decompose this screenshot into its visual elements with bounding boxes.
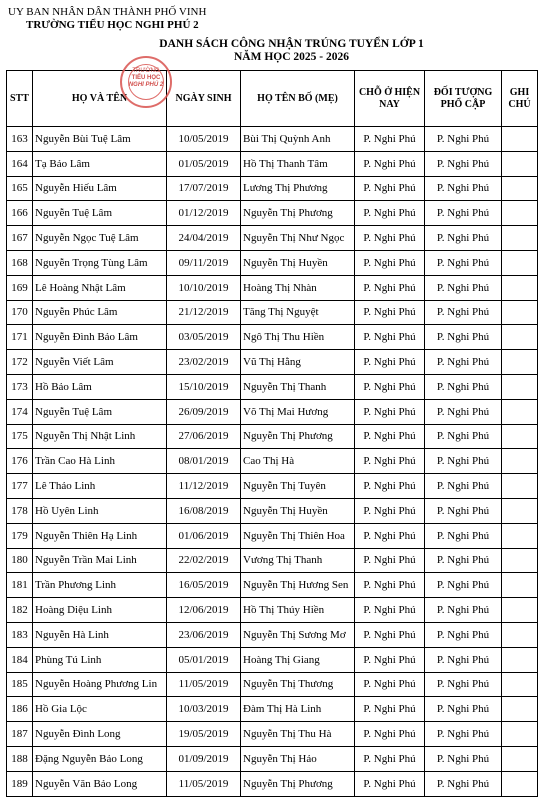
table-row (7, 275, 538, 300)
cell-stt: 189 (7, 771, 33, 796)
table-row (7, 325, 538, 350)
cell-target: P. Nghi Phú (425, 374, 502, 399)
cell-residence: P. Nghi Phú (355, 226, 425, 251)
cell-name: Nguyễn Văn Bảo Long (33, 771, 167, 796)
cell-dob: 09/11/2019 (167, 250, 241, 275)
cell-target: P. Nghi Phú (425, 449, 502, 474)
cell-parent: Nguyễn Thị Huyền (241, 498, 355, 523)
cell-target: P. Nghi Phú (425, 127, 502, 152)
cell-dob: 27/06/2019 (167, 424, 241, 449)
cell-stt: 172 (7, 350, 33, 375)
seal-text-1: TRƯỜNG (132, 68, 160, 74)
cell-note (502, 350, 538, 375)
cell-name: Nguyễn Thị Nhật Linh (33, 424, 167, 449)
cell-name: Nguyễn Trọng Tùng Lâm (33, 250, 167, 275)
cell-stt: 176 (7, 449, 33, 474)
cell-target: P. Nghi Phú (425, 746, 502, 771)
table-row (7, 151, 538, 176)
table-row (7, 672, 538, 697)
cell-parent: Hoàng Thị Nhàn (241, 275, 355, 300)
cell-name: Nguyễn Viết Lâm (33, 350, 167, 375)
cell-residence: P. Nghi Phú (355, 523, 425, 548)
cell-note (502, 300, 538, 325)
cell-parent: Võ Thị Mai Hương (241, 399, 355, 424)
cell-name: Nguyễn Tuệ Lâm (33, 399, 167, 424)
table-row (7, 449, 538, 474)
cell-note (502, 746, 538, 771)
cell-dob: 21/12/2019 (167, 300, 241, 325)
cell-name: Nguyễn Hoàng Phương Lin (33, 672, 167, 697)
cell-target: P. Nghi Phú (425, 176, 502, 201)
cell-note (502, 325, 538, 350)
cell-residence: P. Nghi Phú (355, 201, 425, 226)
admission-table (6, 70, 538, 797)
cell-note (502, 449, 538, 474)
table-row (7, 498, 538, 523)
cell-residence: P. Nghi Phú (355, 424, 425, 449)
cell-parent: Nguyễn Thị Thu Hà (241, 722, 355, 747)
cell-parent: Hoàng Thị Giang (241, 647, 355, 672)
col-header-residence: CHỖ Ở HIỆN NAY (355, 71, 425, 127)
cell-note (502, 176, 538, 201)
cell-note (502, 226, 538, 251)
cell-target: P. Nghi Phú (425, 771, 502, 796)
cell-target: P. Nghi Phú (425, 672, 502, 697)
cell-target: P. Nghi Phú (425, 250, 502, 275)
cell-target: P. Nghi Phú (425, 722, 502, 747)
cell-dob: 10/03/2019 (167, 697, 241, 722)
cell-target: P. Nghi Phú (425, 325, 502, 350)
cell-stt: 175 (7, 424, 33, 449)
cell-target: P. Nghi Phú (425, 226, 502, 251)
seal-text-3: NGHI PHÚ 2 (128, 82, 164, 88)
cell-note (502, 474, 538, 499)
cell-parent: Nguyễn Thị Thanh (241, 374, 355, 399)
cell-stt: 188 (7, 746, 33, 771)
cell-dob: 10/10/2019 (167, 275, 241, 300)
table-row (7, 127, 538, 152)
cell-name: Nguyễn Phúc Lâm (33, 300, 167, 325)
cell-name: Hồ Uyên Linh (33, 498, 167, 523)
cell-dob: 12/06/2019 (167, 598, 241, 623)
cell-dob: 11/05/2019 (167, 672, 241, 697)
cell-residence: P. Nghi Phú (355, 176, 425, 201)
cell-name: Nguyễn Hiếu Lâm (33, 176, 167, 201)
cell-name: Nguyễn Thiên Hạ Linh (33, 523, 167, 548)
cell-name: Lê Hoàng Nhật Lâm (33, 275, 167, 300)
cell-residence: P. Nghi Phú (355, 746, 425, 771)
cell-note (502, 250, 538, 275)
table-row (7, 300, 538, 325)
cell-note (502, 399, 538, 424)
col-header-parent: HỌ TÊN BỐ (MẸ) (241, 71, 355, 127)
cell-residence: P. Nghi Phú (355, 350, 425, 375)
cell-residence: P. Nghi Phú (355, 498, 425, 523)
table-row (7, 226, 538, 251)
table-row (7, 399, 538, 424)
cell-note (502, 151, 538, 176)
cell-target: P. Nghi Phú (425, 300, 502, 325)
cell-residence: P. Nghi Phú (355, 573, 425, 598)
cell-parent: Đàm Thị Hà Linh (241, 697, 355, 722)
cell-stt: 183 (7, 622, 33, 647)
cell-residence: P. Nghi Phú (355, 374, 425, 399)
cell-residence: P. Nghi Phú (355, 548, 425, 573)
cell-name: Tạ Bảo Lâm (33, 151, 167, 176)
cell-dob: 03/05/2019 (167, 325, 241, 350)
cell-parent: Ngô Thị Thu Hiền (241, 325, 355, 350)
table-row (7, 622, 538, 647)
cell-note (502, 498, 538, 523)
cell-stt: 164 (7, 151, 33, 176)
cell-note (502, 573, 538, 598)
cell-stt: 178 (7, 498, 33, 523)
cell-note (502, 622, 538, 647)
cell-dob: 01/05/2019 (167, 151, 241, 176)
cell-dob: 05/01/2019 (167, 647, 241, 672)
cell-parent: Tăng Thị Nguyệt (241, 300, 355, 325)
cell-stt: 177 (7, 474, 33, 499)
table-row (7, 722, 538, 747)
cell-note (502, 523, 538, 548)
col-header-stt: STT (7, 71, 33, 127)
cell-dob: 15/10/2019 (167, 374, 241, 399)
cell-parent: Nguyễn Thị Hảo (241, 746, 355, 771)
cell-dob: 19/05/2019 (167, 722, 241, 747)
cell-target: P. Nghi Phú (425, 201, 502, 226)
cell-residence: P. Nghi Phú (355, 127, 425, 152)
col-header-name: HỌ VÀ TÊN (33, 71, 167, 127)
authority-line: UY BAN NHÂN DÂN THÀNH PHỐ VINH (8, 6, 207, 18)
cell-stt: 185 (7, 672, 33, 697)
cell-name: Trần Phương Linh (33, 573, 167, 598)
cell-note (502, 672, 538, 697)
cell-parent: Lương Thị Phương (241, 176, 355, 201)
cell-residence: P. Nghi Phú (355, 250, 425, 275)
cell-dob: 23/06/2019 (167, 622, 241, 647)
cell-stt: 168 (7, 250, 33, 275)
cell-dob: 11/05/2019 (167, 771, 241, 796)
cell-parent: Nguyễn Thị Tuyên (241, 474, 355, 499)
cell-dob: 01/06/2019 (167, 523, 241, 548)
table-row (7, 176, 538, 201)
cell-name: Nguyễn Ngọc Tuệ Lâm (33, 226, 167, 251)
cell-dob: 01/12/2019 (167, 201, 241, 226)
cell-dob: 11/12/2019 (167, 474, 241, 499)
table-row (7, 374, 538, 399)
cell-dob: 17/07/2019 (167, 176, 241, 201)
cell-note (502, 275, 538, 300)
cell-name: Hồ Gia Lộc (33, 697, 167, 722)
cell-note (502, 697, 538, 722)
cell-residence: P. Nghi Phú (355, 672, 425, 697)
cell-note (502, 127, 538, 152)
cell-name: Trần Cao Hà Linh (33, 449, 167, 474)
cell-dob: 22/02/2019 (167, 548, 241, 573)
cell-stt: 170 (7, 300, 33, 325)
cell-target: P. Nghi Phú (425, 424, 502, 449)
table-row (7, 746, 538, 771)
seal-text-2: TIỂU HỌC (131, 75, 161, 81)
cell-stt: 187 (7, 722, 33, 747)
table-row (7, 598, 538, 623)
cell-stt: 169 (7, 275, 33, 300)
cell-stt: 165 (7, 176, 33, 201)
cell-name: Nguyễn Đình Bảo Lâm (33, 325, 167, 350)
cell-parent: Nguyễn Thị Như Ngọc (241, 226, 355, 251)
cell-name: Nguyễn Hà Linh (33, 622, 167, 647)
cell-dob: 26/09/2019 (167, 399, 241, 424)
table-row (7, 771, 538, 796)
cell-residence: P. Nghi Phú (355, 151, 425, 176)
cell-parent: Nguyễn Thị Phương (241, 424, 355, 449)
cell-residence: P. Nghi Phú (355, 325, 425, 350)
cell-residence: P. Nghi Phú (355, 399, 425, 424)
cell-name: Lê Thảo Linh (33, 474, 167, 499)
cell-stt: 173 (7, 374, 33, 399)
table-body (7, 127, 538, 797)
cell-stt: 180 (7, 548, 33, 573)
cell-dob: 01/09/2019 (167, 746, 241, 771)
cell-target: P. Nghi Phú (425, 523, 502, 548)
col-header-dob: NGÀY SINH (167, 71, 241, 127)
cell-residence: P. Nghi Phú (355, 598, 425, 623)
col-header-target: ĐỐI TƯỢNG PHỔ CẬP (425, 71, 502, 127)
table-row (7, 573, 538, 598)
cell-residence: P. Nghi Phú (355, 722, 425, 747)
cell-stt: 181 (7, 573, 33, 598)
cell-target: P. Nghi Phú (425, 622, 502, 647)
col-header-note: GHI CHÚ (502, 71, 538, 127)
cell-stt: 182 (7, 598, 33, 623)
cell-name: Đặng Nguyễn Bảo Long (33, 746, 167, 771)
cell-stt: 179 (7, 523, 33, 548)
cell-note (502, 201, 538, 226)
cell-note (502, 771, 538, 796)
table-row (7, 350, 538, 375)
table-row (7, 250, 538, 275)
cell-parent: Vũ Thị Hằng (241, 350, 355, 375)
cell-stt: 174 (7, 399, 33, 424)
table-row (7, 647, 538, 672)
cell-residence: P. Nghi Phú (355, 622, 425, 647)
cell-stt: 184 (7, 647, 33, 672)
cell-stt: 163 (7, 127, 33, 152)
cell-parent: Hồ Thị Thúy Hiền (241, 598, 355, 623)
cell-parent: Nguyễn Thị Phương (241, 201, 355, 226)
cell-name: Hoàng Diệu Linh (33, 598, 167, 623)
cell-residence: P. Nghi Phú (355, 449, 425, 474)
cell-name: Nguyễn Trần Mai Linh (33, 548, 167, 573)
cell-residence: P. Nghi Phú (355, 647, 425, 672)
cell-name: Nguyễn Đình Long (33, 722, 167, 747)
cell-target: P. Nghi Phú (425, 548, 502, 573)
table-row (7, 201, 538, 226)
table-row (7, 523, 538, 548)
table-header-row (7, 71, 538, 127)
cell-name: Hồ Bảo Lâm (33, 374, 167, 399)
cell-residence: P. Nghi Phú (355, 771, 425, 796)
cell-target: P. Nghi Phú (425, 151, 502, 176)
cell-note (502, 548, 538, 573)
cell-stt: 171 (7, 325, 33, 350)
cell-target: P. Nghi Phú (425, 573, 502, 598)
cell-note (502, 598, 538, 623)
table-row (7, 697, 538, 722)
cell-name: Nguyễn Tuệ Lâm (33, 201, 167, 226)
cell-target: P. Nghi Phú (425, 498, 502, 523)
cell-parent: Nguyễn Thị Phương (241, 771, 355, 796)
cell-residence: P. Nghi Phú (355, 300, 425, 325)
cell-parent: Bùi Thị Quỳnh Anh (241, 127, 355, 152)
cell-target: P. Nghi Phú (425, 647, 502, 672)
cell-parent: Nguyễn Thị Huyền (241, 250, 355, 275)
cell-note (502, 374, 538, 399)
cell-target: P. Nghi Phú (425, 697, 502, 722)
cell-parent: Hồ Thị Thanh Tâm (241, 151, 355, 176)
table-row (7, 424, 538, 449)
cell-dob: 16/05/2019 (167, 573, 241, 598)
cell-note (502, 424, 538, 449)
cell-parent: Nguyễn Thị Thiên Hoa (241, 523, 355, 548)
cell-dob: 10/05/2019 (167, 127, 241, 152)
cell-residence: P. Nghi Phú (355, 697, 425, 722)
cell-target: P. Nghi Phú (425, 399, 502, 424)
cell-stt: 166 (7, 201, 33, 226)
cell-stt: 186 (7, 697, 33, 722)
table-row (7, 548, 538, 573)
document-title: DANH SÁCH CÔNG NHẬN TRÚNG TUYỂN LỚP 1 (159, 38, 424, 50)
cell-dob: 16/08/2019 (167, 498, 241, 523)
school-year: NĂM HỌC 2025 - 2026 (234, 51, 349, 63)
cell-parent: Vương Thị Thanh (241, 548, 355, 573)
cell-note (502, 722, 538, 747)
cell-target: P. Nghi Phú (425, 350, 502, 375)
cell-dob: 24/04/2019 (167, 226, 241, 251)
cell-parent: Cao Thị Hà (241, 449, 355, 474)
cell-note (502, 647, 538, 672)
cell-target: P. Nghi Phú (425, 598, 502, 623)
cell-name: Phùng Tú Linh (33, 647, 167, 672)
table-row (7, 474, 538, 499)
cell-target: P. Nghi Phú (425, 275, 502, 300)
school-seal-stamp (120, 56, 172, 108)
cell-parent: Nguyễn Thị Hương Sen (241, 573, 355, 598)
school-name: TRƯỜNG TIỂU HỌC NGHI PHÚ 2 (26, 19, 199, 31)
cell-dob: 23/02/2019 (167, 350, 241, 375)
cell-residence: P. Nghi Phú (355, 275, 425, 300)
cell-residence: P. Nghi Phú (355, 474, 425, 499)
cell-name: Nguyễn Bùi Tuệ Lâm (33, 127, 167, 152)
cell-dob: 08/01/2019 (167, 449, 241, 474)
cell-parent: Nguyễn Thị Thương (241, 672, 355, 697)
cell-stt: 167 (7, 226, 33, 251)
cell-target: P. Nghi Phú (425, 474, 502, 499)
cell-parent: Nguyễn Thị Sương Mơ (241, 622, 355, 647)
